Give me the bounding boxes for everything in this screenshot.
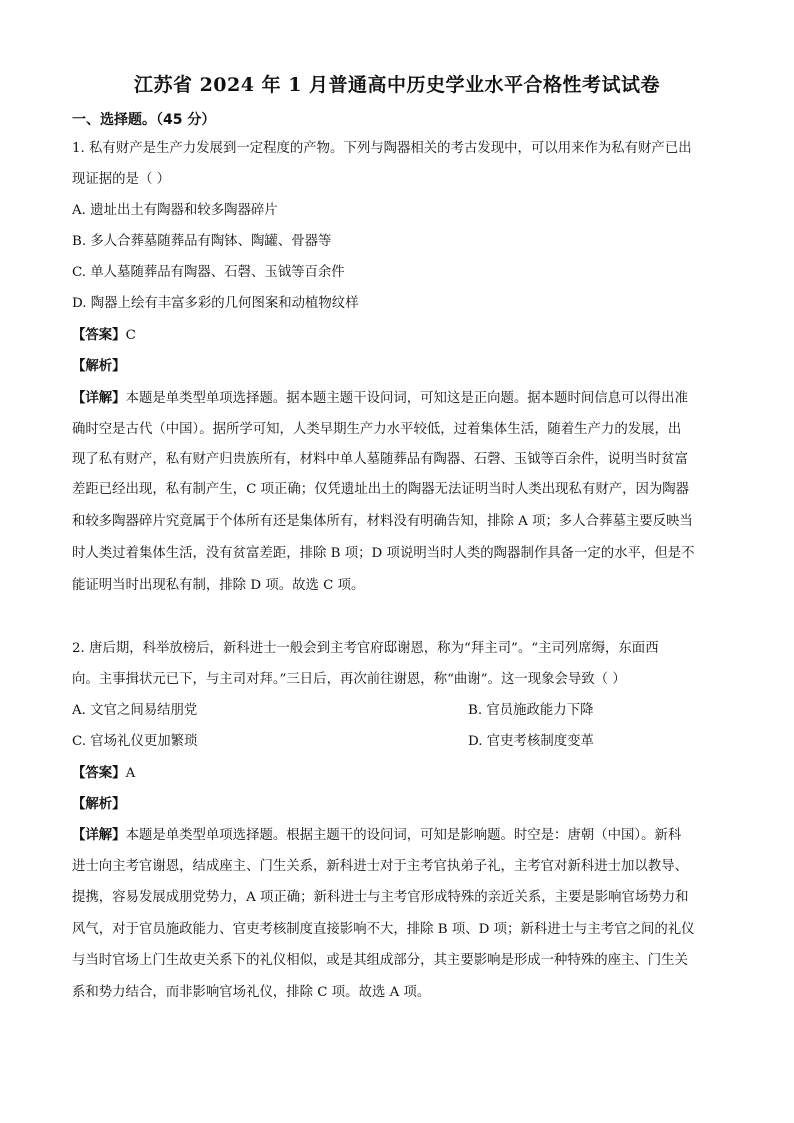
q2-answer	[72, 763, 722, 784]
answer-value: A	[125, 766, 136, 781]
detail-label: 【详解】	[72, 390, 126, 406]
q2-detail-line4: 风气，对于官员施政能力、官吏考核制度直接影响不大，排除 B 项、D 项；新科进士与主考官之间的礼仪	[72, 922, 695, 937]
q2-options-row2	[72, 732, 722, 752]
q2-option-a: A. 文官之间易结朋党	[72, 703, 198, 718]
q2-option-c: C. 官场礼仪更加繁琐	[72, 734, 198, 749]
q1-stem-line1: 1. 私有财产是生产力发展到一定程度的产物。下列与陶器相关的考古发现中，可以用来作为私有财产已出	[72, 141, 692, 156]
q2-option-b: B. 官员施政能力下降	[468, 703, 594, 718]
q1-option-c: C. 单人墓随葬品有陶器、石磬、玉钺等百余件	[72, 265, 345, 280]
answer-label: 【答案】	[72, 327, 126, 343]
q1-analysis-label: 【解析】	[72, 358, 126, 374]
q1-detail-line5: 和较多陶器碎片究竟属于个体所有还是集体所有，材料没有明确告知，排除 A 项；多人合葬墓主要反映当	[72, 514, 693, 529]
q1-answer	[72, 325, 722, 346]
exam-title: 江苏省 2024 年 1 月普通高中历史学业水平合格性考试试卷	[133, 74, 661, 96]
q2-option-d: D. 官吏考核制度变革	[468, 734, 594, 749]
q1-detail-line2: 确时空是古代（中国）。据所学可知，人类早期生产力水平较低，过着集体生活，随着生产力的发展，出	[72, 422, 682, 437]
q1-option-d: D. 陶器上绘有丰富多彩的几何图案和动植物纹样	[72, 296, 359, 311]
q1-detail-line7: 能证明当时出现私有制，排除 D 项。故选 C 项。	[72, 578, 365, 593]
q2-stem-line2: 向。主事揖状元已下，与主司对拜。”三日后，再次前往谢恩，称“曲谢”。这一现象会导致（ ）	[72, 672, 626, 687]
q1-detail-line3: 现了私有财产，私有财产归贵族所有，材料中单人墓随葬品有陶器、石磬、玉钺等百余件，说明当时贫富	[72, 452, 688, 467]
answer-label: 【答案】	[72, 765, 126, 781]
detail-text: 本题是单类型单项选择题。根据主题干的设问词，可知是影响题。时空是：唐朝（中国）。新科	[125, 828, 682, 843]
q2-detail-line5: 与当时官场上门生故吏关系下的礼仪相似，或是其组成部分，其主要影响是形成一种特殊的座主、门生关	[72, 953, 688, 968]
q2-analysis-label: 【解析】	[72, 796, 126, 812]
detail-label: 【详解】	[72, 827, 126, 843]
q1-detail-line6: 时人类过着集体生活，没有贫富差距，排除 B 项；D 项说明当时人类的陶器制作具备一定的水平，但是不	[72, 546, 695, 561]
q2-options-row1	[72, 701, 722, 721]
q1-stem-line2: 现证据的是（ ）	[72, 172, 170, 187]
q2-detail-line6: 系和势力结合，而非影响官场礼仪，排除 C 项。故选 A 项。	[72, 985, 431, 1000]
q1-detail-line1	[72, 388, 722, 409]
detail-text: 本题是单类型单项选择题。据本题主题干设问词，可知这是正向题。据本题时间信息可以得出准	[125, 391, 688, 406]
q2-stem-line1: 2. 唐后期，科举放榜后，新科进士一般会到主考官府邸谢恩，称为“拜主司”。“主司列席缛，东面西	[72, 641, 659, 656]
section-heading: 一、选择题。（45 分）	[72, 112, 216, 128]
q2-detail-line1	[72, 825, 722, 846]
answer-value: C	[125, 328, 136, 343]
q2-detail-line3: 提携，容易发展成朋党势力，A 项正确；新科进士与主考官形成特殊的亲近关系，主要是影响官场势力和	[72, 890, 689, 905]
q2-detail-line2: 进士向主考官谢恩，结成座主、门生关系，新科进士对于主考官执弟子礼，主考官对新科进士加以教导、	[72, 859, 688, 874]
q1-option-b: B. 多人合葬墓随葬品有陶钵、陶罐、骨器等	[72, 234, 332, 249]
q1-detail-line4: 差距已经出现，私有制产生，C 项正确；仅凭遗址出土的陶器无法证明当时人类出现私有财产，因为陶器	[72, 482, 690, 497]
q1-option-a: A. 遗址出土有陶器和较多陶器碎片	[72, 203, 278, 218]
